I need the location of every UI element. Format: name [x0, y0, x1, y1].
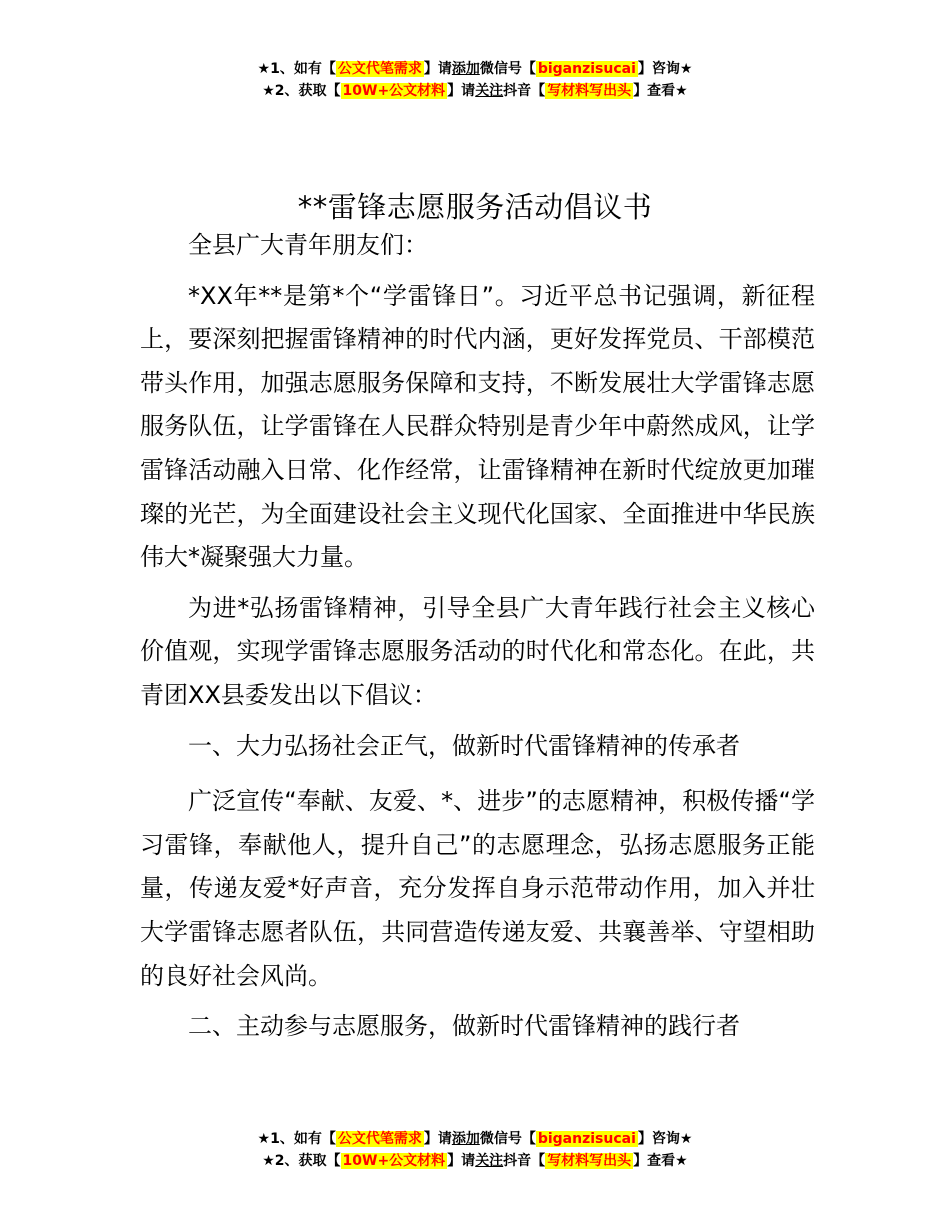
header-banner: [0, 58, 950, 102]
highlight-materials: 10W+公文材料: [342, 1153, 446, 1169]
banner-emphasis: 添加: [451, 1131, 480, 1147]
banner-emphasis: 关注: [475, 83, 504, 99]
banner-text: 】请: [423, 1131, 452, 1147]
highlight-wechat-id: biganzisucai: [537, 61, 636, 77]
highlight-materials: 10W+公文材料: [342, 83, 446, 99]
banner-text: 】请: [447, 1153, 476, 1169]
banner-line-1: [0, 58, 950, 80]
section-heading-2: 二、主动参与志愿服务，做新时代雷锋精神的践行者: [188, 1012, 740, 1041]
banner-text: 微信号【: [479, 61, 536, 77]
banner-line-1: [0, 1128, 950, 1150]
paragraph-purpose: 为进*弘扬雷锋精神，引导全县广大青年践行社会主义核心价值观，实现学雷锋志愿服务活动的时代化和常态化。在此，共青团XX县委发出以下倡议：: [140, 593, 815, 709]
highlight-douyin-account: 写材料写出头: [547, 1153, 632, 1169]
banner-text: 微信号【: [479, 1131, 536, 1147]
highlight-douyin-account: 写材料写出头: [547, 83, 632, 99]
banner-text: 】查看★: [633, 1153, 688, 1169]
banner-text: 】咨询★: [637, 61, 693, 77]
banner-text: ★1、如有【: [257, 1131, 336, 1147]
banner-text: ★2、获取【: [262, 1153, 341, 1169]
banner-line-2: [0, 80, 950, 102]
highlight-wechat-id: biganzisucai: [537, 1131, 636, 1147]
banner-emphasis: 关注: [475, 1153, 504, 1169]
banner-text: 】请: [423, 61, 452, 77]
section-heading-1: 一、大力弘扬社会正气，做新时代雷锋精神的传承者: [188, 731, 740, 760]
banner-text: 抖音【: [503, 83, 546, 99]
banner-text: 抖音【: [503, 1153, 546, 1169]
footer-banner: [0, 1128, 950, 1172]
highlight-service: 公文代笔需求: [337, 61, 422, 77]
paragraph-section-1: 广泛宣传“奉献、友爱、*、进步”的志愿精神，积极传播“学习雷锋，奉献他人，提升自己”的志愿理念，弘扬志愿服务正能量，传递友爱*好声音，充分发挥自身示范带动作用，加入并壮大学雷锋志愿者队伍，共同营造传递友爱、共襄善举、守望相助的良好社会风尚。: [140, 787, 815, 990]
paragraph-intro: *XX年**是第*个“学雷锋日”。习近平总书记强调，新征程上，要深刻把握雷锋精神的时代内涵，更好发挥党员、干部模范带头作用，加强志愿服务保障和支持，不断发展壮大学雷锋志愿服务队伍，让学雷锋在人民群众特别是青少年中蔚然成风，让学雷锋活动融入日常、化作经常，让雷锋精神在新时代绽放更加璀璨的光芒，为全面建设社会主义现代化国家、全面推进中华民族伟大*凝聚强大力量。: [140, 281, 815, 572]
banner-text: 】咨询★: [637, 1131, 693, 1147]
document-body: [140, 224, 815, 1061]
salutation: 全县广大青年朋友们：: [188, 231, 428, 259]
banner-emphasis: 添加: [451, 61, 480, 77]
banner-text: 】请: [447, 83, 476, 99]
highlight-service: 公文代笔需求: [337, 1131, 422, 1147]
document-title: **雷锋志愿服务活动倡议书: [297, 190, 653, 225]
banner-text: ★1、如有【: [257, 61, 336, 77]
banner-text: 】查看★: [633, 83, 688, 99]
banner-text: ★2、获取【: [262, 83, 341, 99]
banner-line-2: [0, 1150, 950, 1172]
